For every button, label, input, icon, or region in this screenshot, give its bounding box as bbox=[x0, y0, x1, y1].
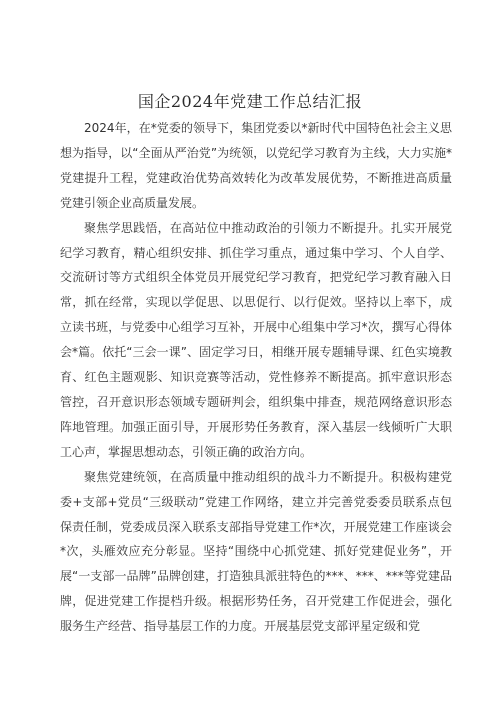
document-title: 国企2024年党建工作总结汇报 bbox=[137, 92, 363, 111]
paragraph-organizational-strength: 聚焦党建统领，在高质量中推动组织的战斗力不断提升。积极构建党委+支部+党员“三级联动”党建工作网络，建立并完善党委委员联系点包保责任制，党委成员深入联系支部指导党建工作*次，开展党建工作座谈会*次，头雁效应充分彰显。坚持“围绕中心抓党建、抓好党建促业务”，开展“一支部一品牌”品牌创建，打造独具派驻特色的***、***、***等党建品牌，促进党建工作提档升级。根据形势任务，召开党建工作促进会，强化服务生产经营、指导基层工作的力度。开展基层党支部评星定级和党 bbox=[60, 469, 452, 634]
document-body bbox=[60, 116, 452, 639]
paragraph-intro: 2024年，在*党委的领导下，集团党委以*新时代中国特色社会主义思想为指导，以“全面从严治党”为统领，以党纪学习教育为主线，大力实施*党建提升工程，党建政治优势高效转化为改革发展优势，不断推进高质量党建引领企业高质量发展。 bbox=[60, 121, 452, 210]
paragraph-political-leadership: 聚焦学思践悟，在高站位中推动政治的引领力不断提升。扎实开展党纪学习教育，精心组织安排、抓住学习重点，通过集中学习、个人自学、交流研讨等方式组织全体党员开展党纪学习教育，把党纪学习教育融入日常，抓在经常，实现以学促思、以思促行、以行促效。坚持以上率下，成立读书班，与党委中心组学习互补，开展中心组集中学习*次，撰写心得体会*篇。依托“三会一课”、固定学习日，相继开展专题辅导课、红色实境教育、红色主题观影、知识竞赛等活动，党性修养不断提高。抓牢意识形态管控，召开意识形态领域专题研判会，组织集中排查，规范网络意识形态阵地管理。加强正面引导，开展形势任务教育，深入基层一线倾听广大职工心声，掌握思想动态，引领正确的政治方向。 bbox=[60, 220, 452, 459]
